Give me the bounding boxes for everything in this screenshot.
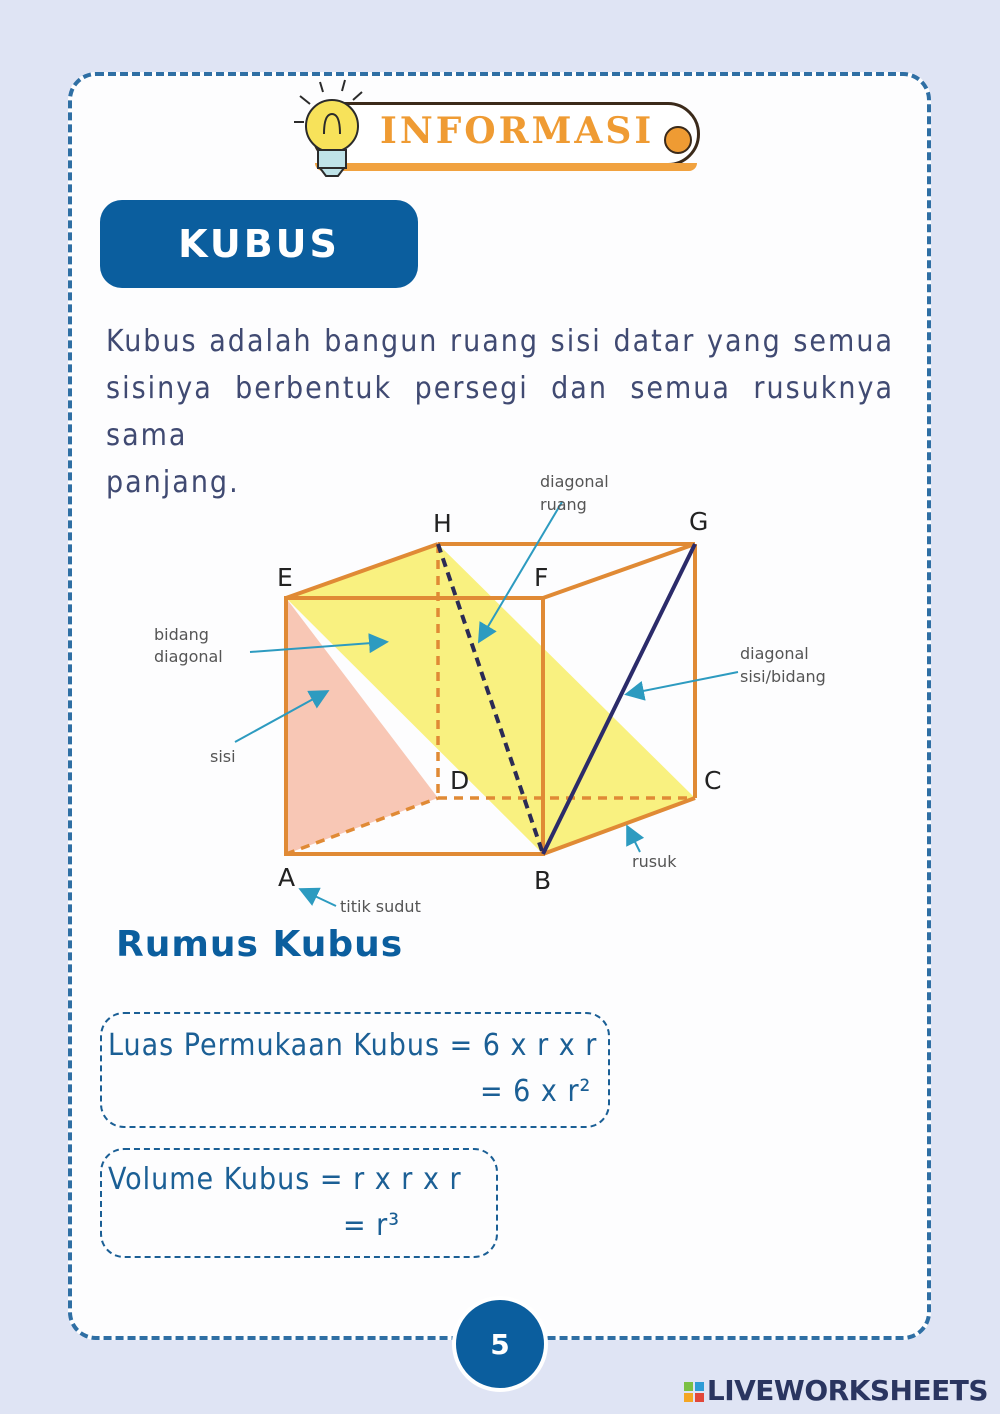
label-diagonal-sisi: sisi/bidang <box>740 667 826 686</box>
vertex-e-label: E <box>277 563 293 592</box>
luas-permukaan-box <box>100 1012 610 1128</box>
vertex-d-label: D <box>450 766 470 795</box>
volume-formula-line1: Volume Kubus = r x r x r <box>108 1162 462 1197</box>
informasi-banner <box>290 78 710 178</box>
rumus-title: Rumus Kubus <box>116 924 404 965</box>
vertex-a-label: A <box>278 863 296 892</box>
title-box <box>100 200 418 288</box>
label-diagonal-ruang: diagonal <box>540 472 609 491</box>
liveworksheets-icon <box>684 1382 704 1402</box>
luas-formula-line1: Luas Permukaan Kubus = 6 x r x r <box>108 1028 598 1063</box>
volume-formula-line2: = r³ <box>343 1208 401 1243</box>
cube-diagram <box>140 462 860 922</box>
lightbulb-icon <box>290 78 380 188</box>
description-line: sisinya berbentuk persegi dan semua rusuknya sama <box>106 371 894 453</box>
label-titik-sudut: titik sudut <box>340 897 421 916</box>
page-number: 5 <box>490 1328 510 1361</box>
banner-dot <box>664 126 692 154</box>
label-rusuk: rusuk <box>632 852 677 871</box>
vertex-c-label: C <box>704 766 722 795</box>
brand-text: LIVEWORKSHEETS <box>706 1374 988 1407</box>
liveworksheets-logo[interactable] <box>684 1374 988 1407</box>
label-diagonal-ruang: ruang <box>540 495 587 514</box>
description-line: panjang. <box>106 465 240 500</box>
page-title: KUBUS <box>178 222 340 266</box>
luas-formula-line2: = 6 x r² <box>480 1074 592 1109</box>
label-diagonal-sisi: diagonal <box>740 644 809 663</box>
volume-box <box>100 1148 498 1258</box>
label-sisi: sisi <box>210 747 236 766</box>
vertex-g-label: G <box>689 507 709 536</box>
label-bidang-diagonal: diagonal <box>154 647 223 666</box>
vertex-f-label: F <box>534 563 549 592</box>
description-line: Kubus adalah bangun ruang sisi datar yang semua <box>106 324 894 359</box>
label-bidang-diagonal: bidang <box>154 625 209 644</box>
vertex-h-label: H <box>433 509 452 538</box>
banner-label: INFORMASI <box>380 110 655 152</box>
page-number-badge <box>452 1296 548 1392</box>
vertex-b-label: B <box>534 866 552 895</box>
